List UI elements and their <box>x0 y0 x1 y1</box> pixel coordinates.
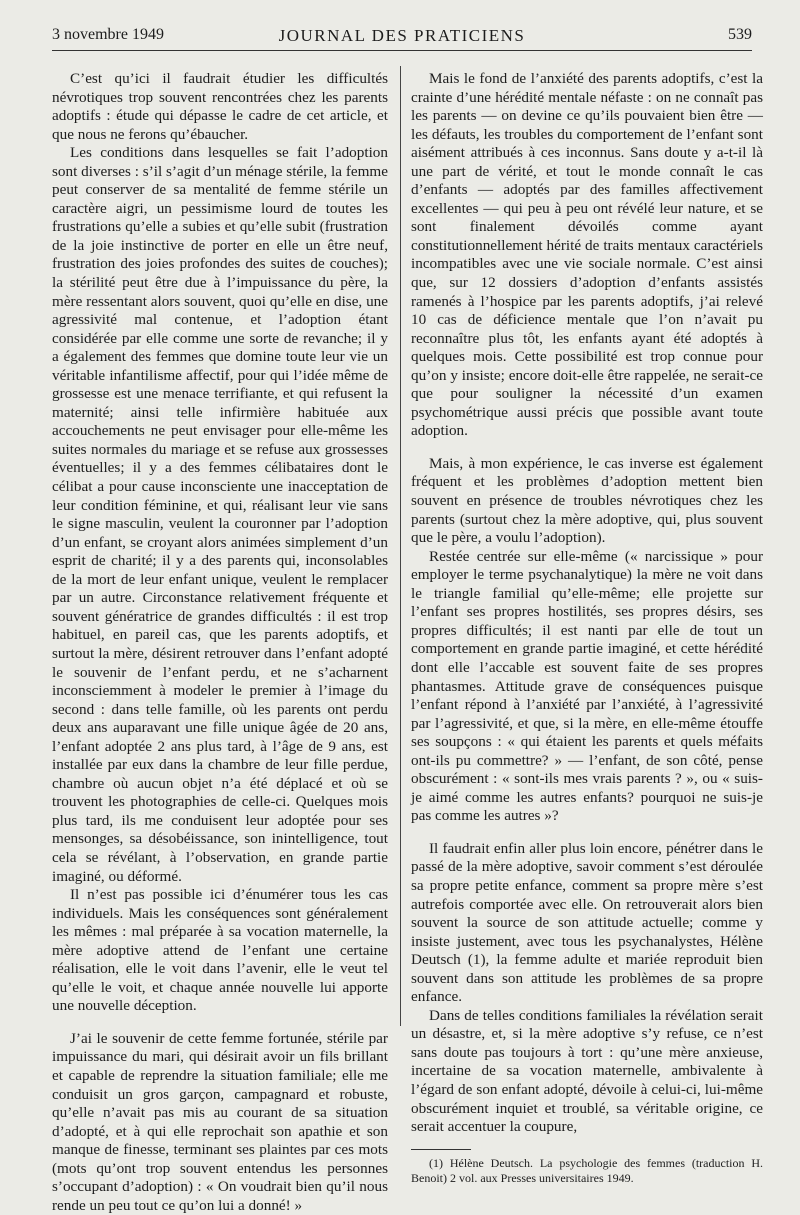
paragraph: Mais le fond de l’anxiété des parents adoptifs, c’est la crainte d’une hérédité mentale néfaste : on ne connaît pas les parents — on devine ce qu’ils pouvaient bien être — les défauts, les troubles du comportement de l’enfant sont aisément attribués à ces inconnus. Sans doute y a-t-il là une part de vérité, et tout le monde connaît le cas d’enfants — adoptés par des familles affectivement excellentes — qui peu à peu ont révélé leur nature, et se sont finalement dévoilés comme ayant constitutionnellement hérité de traits mentaux caractériels incompatibles avec une vie sociale normale. C’est ainsi que, sur 12 dossiers d’adoption d’enfants assistés ramenés à l’hospice par les parents adoptifs, j’ai relevé 10 cas de déficience mentale que l’on n’avait pu reconnaître plus tôt, les enfants ayant été adoptés à quelques mois. Cette possibilité est trop connue pour qu’on y insiste; encore doit-elle être rappelée, ne serait-ce que pour souligner la nécessité d’un examen psychométrique aussi précis que possible avant toute adoption. <box>411 70 763 440</box>
paragraph: Il n’est pas possible ici d’énumérer tous les cas individuels. Mais les conséquences sont généralement les mêmes : mal préparée à sa vocation maternelle, la mère adoptive attend de l’enfant une certaine réalisation, elle le voit dans l’avenir, elle le veut tel qu’elle le voit, et chaque année nouvelle lui apporte une nouvelle déception. <box>52 886 388 1015</box>
paragraph: Mais, à mon expérience, le cas inverse est également fréquent et les problèmes d’adoption mettent bien souvent en présence de troubles névrotiques chez les parents (surtout chez la mère adoptive, qui, plus souvent que le père, a voulu l’adoption). <box>411 454 763 547</box>
page-number: 539 <box>728 26 752 43</box>
page-header <box>52 26 752 50</box>
column-divider <box>400 66 401 1026</box>
footnote-rule <box>411 1149 471 1150</box>
left-column <box>52 70 388 1215</box>
right-column <box>411 70 763 1186</box>
paragraph: Dans de telles conditions familiales la révélation serait un désastre, et, si la mère adoptive s’y refuse, ce n’est sans doute pas toujours à tort : qu’une mère anxieuse, incertaine de sa vocation maternelle, ambivalente à l’égard de son enfant adopté, dévoile à celui-ci, lui-même obscurément inquiet et troublé, sa véritable origine, ce serait accentuer la coupure, <box>411 1006 763 1136</box>
journal-title: JOURNAL DES PRATICIENS <box>278 26 526 45</box>
paragraph: Il faudrait enfin aller plus loin encore, pénétrer dans le passé de la mère adoptive, savoir comment s’est déroulée sa propre petite enfance, comment sa propre mère s’est autrefois comportée avec elle. On retrouverait alors bien souvent la source de son attitude actuelle; comme y insiste justement, avec tous les psychanalystes, Hélène Deutsch (1), la femme adulte et mariée reproduit bien souvent dans son attitude les problèmes de sa propre enfance. <box>411 839 763 1006</box>
header-rule <box>52 50 752 51</box>
paragraph: Restée centrée sur elle-même (« narcissique » pour employer le terme psychanalytique) la mère ne voit dans le triangle familial qu’elle-même; elle projette sur l’enfant ses propres hostilités, ses propres désirs, ses propres difficultés; il est nanti par elle de tout un comportement en grande partie imaginé, et cette hérédité dont elle l’accable est souvent faite de ses propres phantasmes. Attitude grave de conséquences puisque l’enfant répond à l’anxiété par l’anxiété, à l’agressivité par l’agressivité, et que, si la mère, en elle-même étouffe ses soupçons : « qui étaient les parents et quels méfaits ont-ils pu commettre? » — l’enfant, de son côté, pense obscurément : « sont-ils mes vrais parents ? », ou « suis-je aimé comme les autres enfants? pourquoi ne suis-je pas comme les autres »? <box>411 547 763 825</box>
paragraph: C’est qu’ici il faudrait étudier les difficultés névrotiques trop souvent rencontrées chez les parents adoptifs : étude qui dépasse le cadre de cet article, et que nous ne ferons qu’ébaucher. <box>52 70 388 143</box>
footnote: (1) Hélène Deutsch. La psychologie des femmes (traduction H. Benoit) 2 vol. aux Presses universitaires 1949. <box>411 1155 763 1185</box>
paragraph: J’ai le souvenir de cette femme fortunée, stérile par impuissance du mari, qui désirait avoir un fils brillant et capable de reprendre la situation familiale; elle me conduisit un gros garçon, campagnard et robuste, qu’elle n’avait pas mis au courant de sa situation d’adopté, et à qui elle reprochait son apathie et son manque de finesse, terminant ses plaintes par ces mots (mots qu’ont trop souvent entendus les personnes s’occupant d’adoption) : « On voudrait bien qu’il nous rende un peu tout ce qu’on lui a donné! » <box>52 1029 388 1214</box>
paragraph: Les conditions dans lesquelles se fait l’adoption sont diverses : s’il s’agit d’un ménage stérile, la femme peut conserver de sa mentalité de femme stérile un caractère aigri, un pessimisme lourd de toutes les frustrations qu’elle a subies et qu’elle subit (frustration de la joie instinctive de porter en elle un être neuf, frustration des joies profondes des suites de couches); la stérilité peut être due à l’impuissance du père, la mère ressentant alors souvent, quoi qu’elle en dise, une agressivité mal contenue, et l’adoption étant considérée par elle comme une sorte de revanche; il y a également des femmes que domine toute leur vie un véritable infantilisme affectif, pour qui l’idée même de grossesse est une menace terrifiante, et qui refusent la maternité; ainsi telle infirmière habituée aux accouchements ne peut envisager pour elle-même les suites normales du mariage et se refuse aux grossesses éventuelles; il y a des femmes célibataires dont le célibat a pour cause inconsciente une inacceptation de leur condition féminine, et qui, réalisant leur vie sans le signe masculin, veulent la couronner par l’adoption d’un enfant, se croyant alors animées simplement d’un esprit de charité; il y a des parents qui, inconsolables de la mort de leur enfant unique, veulent le remplacer par un autre. Circonstance relativement fréquente et souvent génératrice de grandes difficultés : il est trop habituel, en pareil cas, que les parents adoptifs, et surtout la mère, désirent retrouver dans l’enfant adopté le souvenir de l’enfant perdu, et ne s’acharnent inconsciemment à modeler le premier à l’image du second : dans telle famille, où les parents ont perdu deux ans auparavant une fille unique âgée de 20 ans, l’enfant adoptée 2 ans plus tard, à l’âge de 9 ans, est installée par eux dans la chambre de leur fille perdue, chambre où aucun objet n’a été déplacé et où se trouvent les photographies de celle-ci. Quelques mois plus tard, ils me conduisent leur adoptée pour ses mensonges, sa désobéissance, son inintelligence, tout cela se révélant, à l’observation, en grande partie imaginé, ou déformé. <box>52 144 388 885</box>
issue-date: 3 novembre 1949 <box>52 26 164 43</box>
